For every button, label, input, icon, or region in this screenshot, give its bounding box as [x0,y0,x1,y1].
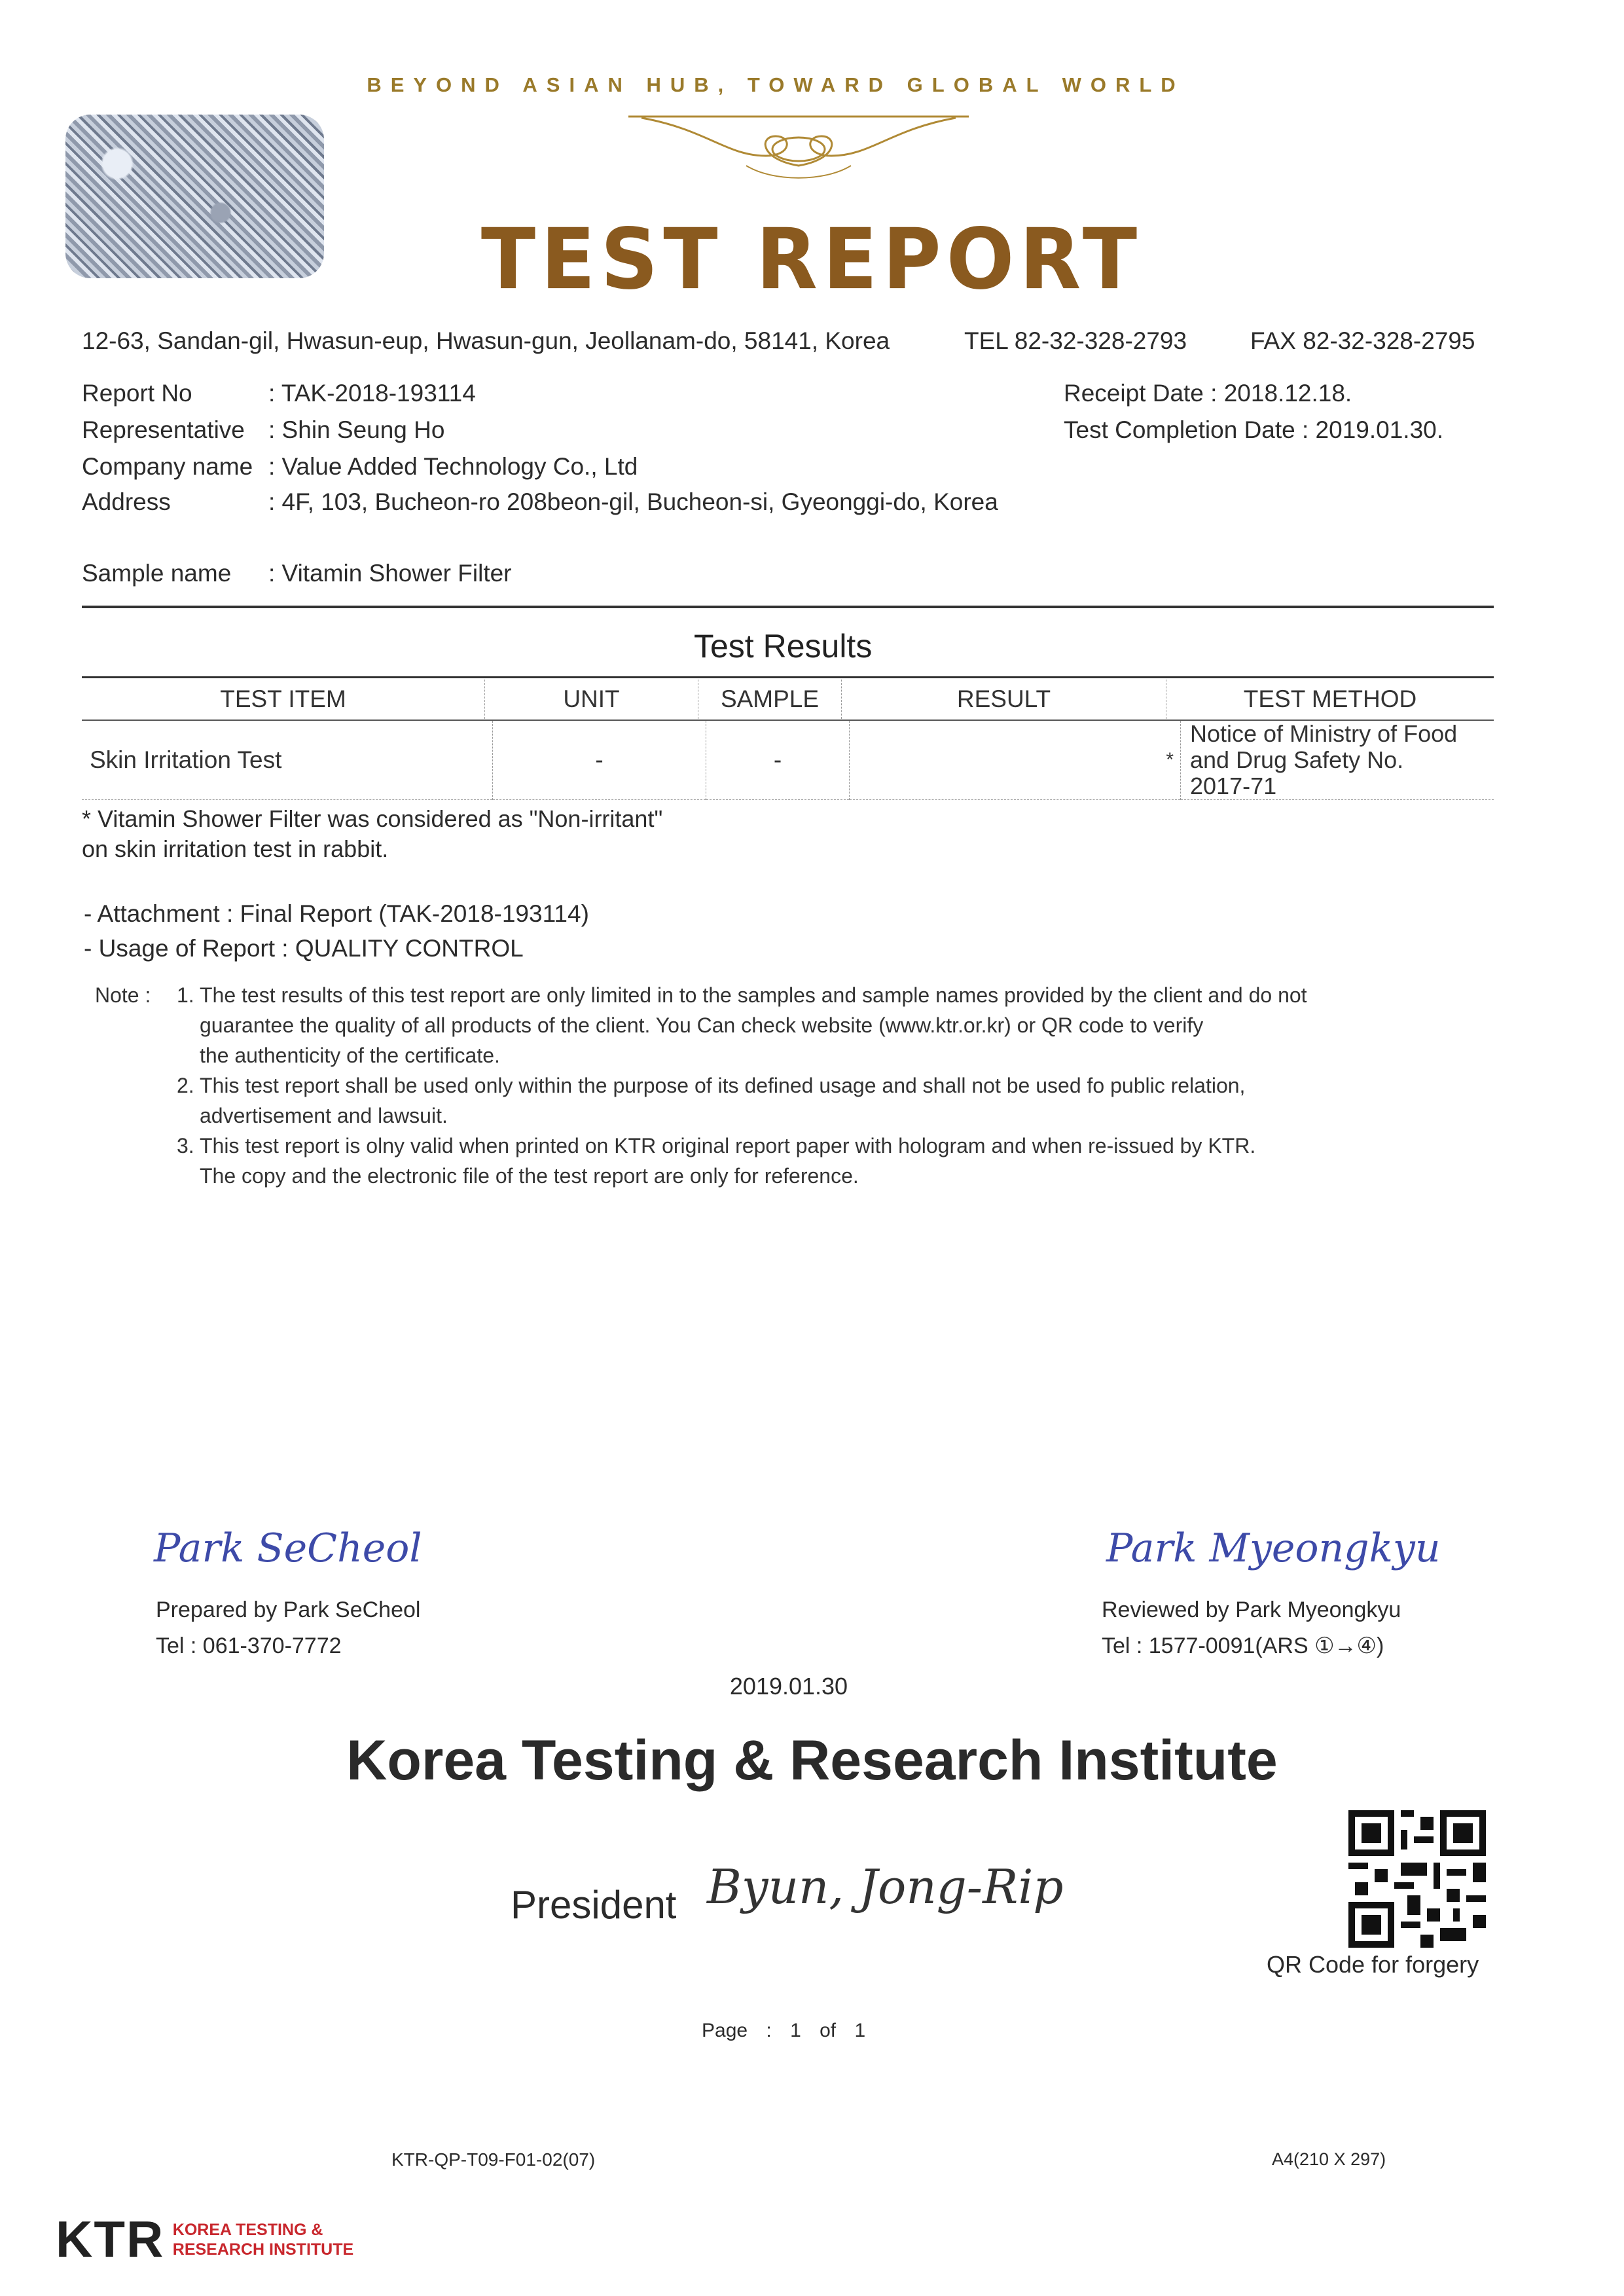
notes-label: Note : [95,983,151,1007]
page-of: of [820,2020,837,2041]
divider [82,606,1494,608]
note-line: 1. The test results of this test report are only limited in to the samples and sample names provided by the client and do not [177,983,1307,1007]
preparer-name: Prepared by Park SeCheol [156,1597,421,1622]
ornament-icon [628,103,969,192]
ktr-logo-text [173,2220,353,2259]
note-item [177,980,1486,1070]
representative: : Shin Seung Ho [268,416,445,443]
preparer-block [156,1592,420,1664]
issuer-address-line [82,327,1475,355]
president-signature: Byun, Jong-Rip [707,1859,1064,1914]
note-line: guarantee the quality of all products of the client. You Can check website (www.ktr.or.kr) or QR code to verify [200,1013,1204,1037]
organization-name: Korea Testing & Research Institute [346,1729,1278,1792]
table-row [82,721,1494,800]
method-line: Notice of Ministry of Food [1190,720,1458,747]
ktr-logo [56,2210,353,2269]
note-line: advertisement and lawsuit. [200,1104,448,1127]
page-title: TEST REPORT [480,210,1143,308]
note-line: The copy and the electronic file of the test report are only for reference. [200,1164,859,1188]
completion-date: Test Completion Date : 2019.01.30. [1064,416,1444,443]
reviewer-tel: Tel : 1577-0091(ARS ①→④) [1102,1633,1384,1658]
form-code: KTR-QP-T09-F01-02(07) [391,2149,596,2170]
ktr-logo-line: RESEARCH INSTITUTE [172,2240,354,2259]
results-body [82,721,1494,800]
col-unit: UNIT [485,680,698,719]
address-label: Address [82,488,171,515]
col-test-item: TEST ITEM [220,685,346,712]
note-item [177,1070,1486,1131]
cell-unit: - [493,721,706,800]
issuer-fax: FAX 82-32-328-2795 [1250,327,1475,354]
sample-row [82,560,736,592]
col-test-method: TEST METHOD [1166,680,1494,719]
header-slogan: BEYOND ASIAN HUB, TOWARD GLOBAL WORLD [367,73,1185,96]
qr-code-icon[interactable] [1348,1810,1486,1948]
reviewer-block [1102,1592,1401,1664]
report-no-label: Report No [82,380,192,407]
company-label: Company name [82,453,253,480]
reviewer-name: Reviewed by Park Myeongkyu [1102,1597,1401,1622]
footnote-line: * Vitamin Shower Filter was considered as "Non-irritant" [82,805,663,832]
page-label: Page : [702,2020,772,2041]
ktr-logo-mark: KTR [56,2210,165,2268]
president-label: President [511,1883,677,1927]
notes-list [177,980,1486,1191]
cell-result: * [850,721,1181,800]
note-line: 2. This test report shall be used only within the purpose of its defined usage and shall not be used fo public relation, [177,1074,1246,1097]
report-no: : TAK-2018-193114 [268,380,476,407]
usage-of-report: - Usage of Report : QUALITY CONTROL [84,935,524,962]
issuer-address: 12-63, Sandan-gil, Hwasun-eup, Hwasun-gun, Jeollanam-do, 58141, Korea [82,327,890,354]
method-line: and Drug Safety No. [1190,746,1404,773]
sample-label: Sample name [82,560,232,587]
issue-date: 2019.01.30 [729,1673,848,1700]
footnote-line: on skin irritation test in rabbit. [82,835,389,862]
qr-caption: QR Code for forgery [1267,1951,1479,1978]
cell-test-item: Skin Irritation Test [90,746,282,773]
cell-sample: - [706,721,850,800]
hologram-seal [65,115,324,278]
page-total: 1 [854,2020,866,2041]
table-header-row [82,680,1494,719]
ktr-logo-line: KOREA TESTING & [172,2220,323,2239]
client-address: : 4F, 103, Bucheon-ro 208beon-gil, Bucheon-si, Gyeonggi-do, Korea [268,488,998,515]
reviewer-signature: Park Myeongkyu [1106,1525,1441,1571]
results-table [82,680,1494,719]
issuer-tel: TEL 82-32-328-2793 [964,327,1187,354]
paper-size: A4(210 X 297) [1272,2149,1386,2169]
page-indicator [702,2020,865,2042]
receipt-date: Receipt Date : 2018.12.18. [1064,380,1352,407]
results-title: Test Results [694,628,873,665]
table-top-rule [82,676,1494,678]
note-line: 3. This test report is olny valid when printed on KTR original report paper with hologram and when re-issued by KTR. [177,1134,1256,1157]
company-name: : Value Added Technology Co., Ltd [268,453,638,480]
col-result: RESULT [842,680,1166,719]
note-item [177,1131,1486,1191]
representative-label: Representative [82,416,245,443]
method-line: 2017-71 [1190,773,1277,799]
preparer-tel: Tel : 061-370-7772 [156,1633,342,1658]
cell-test-method [1181,721,1494,800]
page-current: 1 [790,2020,801,2041]
report-info [82,380,998,537]
attachment: - Attachment : Final Report (TAK-2018-193114) [84,900,589,927]
col-sample: SAMPLE [698,680,842,719]
results-footnote [82,804,662,864]
preparer-signature: Park SeCheol [154,1525,422,1571]
note-line: the authenticity of the certificate. [200,1044,500,1067]
sample-name: : Vitamin Shower Filter [268,560,512,587]
